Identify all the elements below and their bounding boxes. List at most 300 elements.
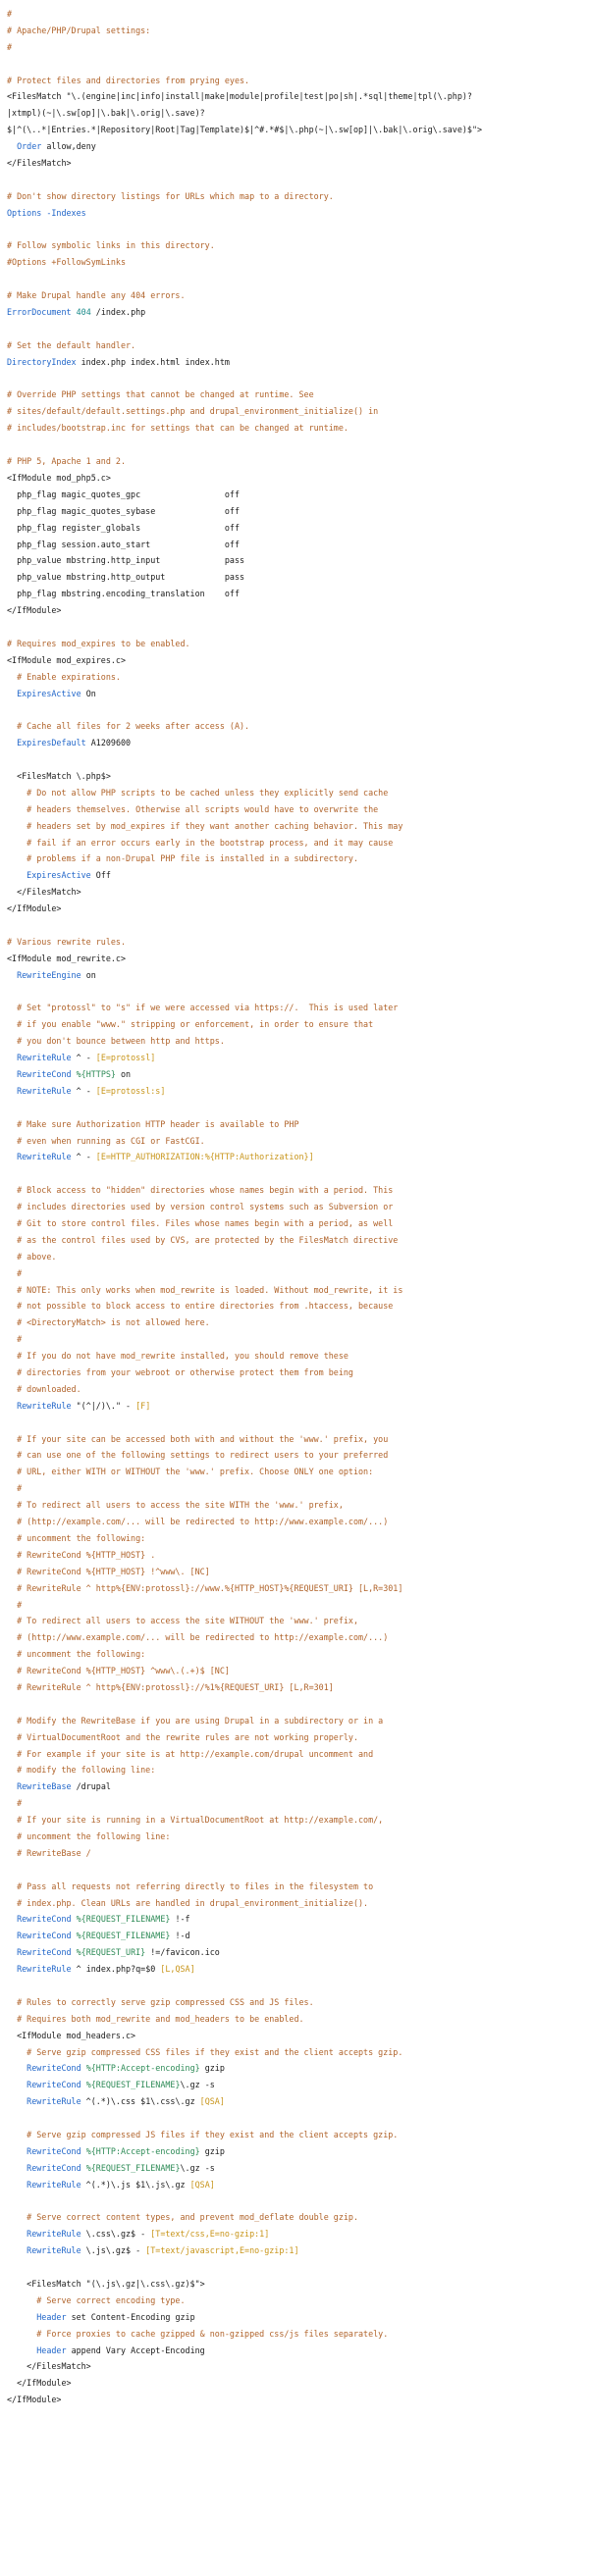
code-token-flag: [QSA]: [199, 2096, 225, 2107]
code-line: [7, 304, 589, 321]
code-line: [7, 2044, 589, 2061]
code-token-comment: # you don't bounce between http and https.: [7, 1036, 225, 1047]
code-line: [7, 1713, 589, 1729]
code-token-comment: # headers themselves. Otherwise all scripts would have to overwrite the: [7, 803, 379, 814]
code-line: [7, 1100, 589, 1116]
code-token-comment: # if you enable "www." stripping or enforcement, in order to ensure that: [7, 1019, 374, 1030]
code-line: [7, 73, 589, 89]
code-line: [7, 1033, 589, 1050]
code-line: [7, 1480, 589, 1497]
code-line: [7, 901, 589, 917]
code-line: [7, 386, 589, 403]
code-token-comment: # Follow symbolic links in this directory.: [7, 240, 215, 251]
code-line: [7, 122, 589, 138]
code-token-directive: RewriteCond: [27, 2162, 81, 2173]
code-token-comment: # Git to store control files. Files whose names begin with a period, as well: [7, 1218, 394, 1229]
code-line: [7, 1944, 589, 1961]
code-token-plain: on: [80, 969, 96, 980]
code-line: [7, 884, 589, 901]
code-line: [7, 751, 589, 768]
code-line: [7, 1994, 589, 2011]
code-token-directive: RewriteRule: [17, 1053, 72, 1063]
code-token-plain: [7, 1914, 17, 1924]
code-line: [7, 2358, 589, 2375]
code-token-flag: [F]: [135, 1400, 151, 1411]
code-line: [7, 1812, 589, 1829]
code-line: [7, 1646, 589, 1663]
code-line: [7, 205, 589, 222]
code-line: [7, 1597, 589, 1614]
code-token-plain: [7, 2245, 27, 2255]
code-line: [7, 1961, 589, 1978]
code-token-comment: # Make Drupal handle any 404 errors.: [7, 290, 186, 301]
code-token-comment: # RewriteCond %{HTTP_HOST} .: [7, 1549, 156, 1560]
code-line: [7, 237, 589, 254]
code-token-tag: </FilesMatch>: [7, 887, 81, 898]
code-token-tag: </IfModule>: [7, 2395, 62, 2405]
code-line: [7, 1497, 589, 1514]
code-line: [7, 951, 589, 967]
code-token-directive: RewriteRule: [17, 1400, 72, 1411]
code-token-plain: php_flag session.auto_start off: [7, 539, 240, 549]
code-line: [7, 2177, 589, 2193]
code-line: [7, 1215, 589, 1232]
code-line: [7, 39, 589, 56]
code-token-comment: # Block access to "hidden" directories whose names begin with a period. This: [7, 1185, 394, 1196]
code-token-plain: [7, 2146, 27, 2156]
code-line: [7, 1928, 589, 1944]
code-line: [7, 2077, 589, 2093]
code-token-flag: [E=HTTP_AUTHORIZATION:%{HTTP:Authorization}]: [95, 1152, 314, 1162]
code-token-comment: # as the control files used by CVS, are protected by the FilesMatch directive: [7, 1234, 399, 1245]
code-line: [7, 1381, 589, 1398]
code-token-comment: # URL, either WITH or WITHOUT the 'www.' prefix. Choose ONLY one option:: [7, 1467, 374, 1477]
code-token-tag: <IfModule mod_headers.c>: [7, 2030, 136, 2040]
code-token-comment: # modify the following line:: [7, 1765, 156, 1776]
code-token-directive: RewriteCond: [17, 1947, 72, 1958]
code-line: [7, 1298, 589, 1314]
code-token-comment: #: [7, 1267, 23, 1278]
code-token-comment: # RewriteBase /: [7, 1847, 91, 1858]
code-token-flag: [T=text/css,E=no-gzip:1]: [150, 2229, 270, 2240]
code-line: [7, 801, 589, 818]
code-line: [7, 487, 589, 503]
code-line: [7, 669, 589, 686]
code-line: [7, 1629, 589, 1646]
code-token-comment: # Requires mod_expires to be enabled.: [7, 638, 190, 648]
code-line: [7, 2209, 589, 2226]
code-line: [7, 1547, 589, 1564]
code-token-directive: RewriteRule: [27, 2179, 81, 2190]
code-line: [7, 520, 589, 537]
code-token-plain: [7, 1086, 17, 1096]
code-token-tag: </IfModule>: [7, 903, 62, 914]
code-token-plain: on: [115, 1069, 132, 1079]
code-token-comment: # (http://example.com/... will be redirected to http://www.example.com/...): [7, 1517, 389, 1527]
code-line: [7, 2143, 589, 2160]
code-line: [7, 1978, 589, 1994]
code-token-plain: [7, 738, 17, 747]
code-line: [7, 321, 589, 337]
code-line: [7, 371, 589, 387]
code-token-plain: \.css\.gz$ -: [80, 2229, 151, 2240]
code-line: [7, 2392, 589, 2408]
code-token-comment: # Serve correct encoding type.: [7, 2294, 186, 2305]
code-token-plain: ^ index.php?q=$0: [71, 1964, 161, 1975]
code-token-directive: RewriteEngine: [17, 969, 81, 980]
code-token-plain: [7, 1053, 17, 1062]
code-token-plain: php_flag magic_quotes_sybase off: [7, 505, 240, 516]
code-token-plain: \.gz -s: [180, 2080, 215, 2090]
code-token-directive: RewriteCond: [27, 2063, 81, 2074]
code-token-comment: # RewriteRule ^ http%{ENV:protossl}://%1%{REQUEST_URI} [L,R=301]: [7, 1681, 334, 1692]
code-token-comment: # includes/bootstrap.inc for settings that can be changed at runtime.: [7, 423, 348, 434]
code-token-comment: # Do not allow PHP scripts to be cached unless they explicitly send cache: [7, 787, 389, 798]
code-token-directive: Options: [7, 207, 42, 218]
code-token-comment: # If your site is running in a VirtualDocumentRoot at http://example.com/,: [7, 1815, 384, 1826]
code-token-plain: ^(.*)\.css $1\.css\.gz: [80, 2096, 200, 2107]
code-token-comment: # Apache/PHP/Drupal settings:: [7, 25, 151, 35]
code-line: [7, 1016, 589, 1033]
code-line: [7, 2060, 589, 2077]
code-line: [7, 1415, 589, 1431]
code-line: [7, 2259, 589, 2276]
code-line: [7, 1000, 589, 1016]
code-token-comment: # not possible to block access to entire directories from .htaccess, because: [7, 1301, 394, 1312]
code-token-flag: [L,QSA]: [160, 1964, 195, 1975]
code-token-flag: [E=protossl]: [95, 1053, 156, 1063]
code-token-comment: # Enable expirations.: [7, 671, 121, 682]
code-line: [7, 569, 589, 586]
code-token-tag: <FilesMatch "(\.js\.gz|\.css\.gz)$">: [7, 2279, 205, 2290]
code-token-comment: # uncomment the following:: [7, 1532, 146, 1543]
code-token-plain: [7, 1069, 17, 1079]
code-token-comment: # Override PHP settings that cannot be changed at runtime. See: [7, 389, 314, 400]
code-token-comment: # If your site can be accessed both with and without the 'www.' prefix, you: [7, 1433, 389, 1444]
code-token-var: %{HTTP:Accept-encoding}: [85, 2063, 200, 2074]
code-line: [7, 984, 589, 1001]
code-line: [7, 1282, 589, 1299]
code-token-plain: [7, 2180, 27, 2190]
code-line: [7, 188, 589, 205]
code-line: [7, 2309, 589, 2326]
code-token-plain: !-f: [170, 1914, 190, 1925]
code-token-var: %{HTTP:Accept-encoding}: [85, 2145, 200, 2156]
code-token-comment: # includes directories used by version control systems such as Subversion or: [7, 1202, 394, 1212]
code-token-comment: # directories from your webroot or otherwise protect them from being: [7, 1367, 353, 1378]
code-token-directive: RewriteRule: [27, 2229, 81, 2240]
code-token-tag: </FilesMatch>: [7, 158, 72, 169]
code-line: [7, 2193, 589, 2210]
code-line: [7, 2326, 589, 2343]
code-line: [7, 2293, 589, 2309]
code-token-plain: ^ -: [71, 1053, 96, 1063]
code-token-number: 404: [76, 307, 91, 318]
code-token-comment: # Protect files and directories from prying eyes.: [7, 75, 250, 85]
code-token-plain: allow,deny: [41, 141, 96, 152]
code-token-comment: #: [7, 1599, 23, 1610]
code-token-plain: [7, 1781, 17, 1791]
code-token-comment: #: [7, 9, 13, 19]
code-line: [7, 686, 589, 702]
code-line: [7, 537, 589, 553]
code-token-tag: <IfModule mod_rewrite.c>: [7, 953, 127, 963]
code-token-comment: # RewriteRule ^ http%{ENV:protossl}://www.%{HTTP_HOST}%{REQUEST_URI} [L,R=301]: [7, 1582, 403, 1593]
code-token-directive: RewriteCond: [17, 1069, 72, 1079]
code-token-var: %{REQUEST_FILENAME}: [76, 1914, 171, 1925]
code-line: [7, 1829, 589, 1845]
code-token-plain: \.gz -s: [180, 2162, 215, 2173]
code-token-plain: php_flag register_globals off: [7, 522, 240, 533]
code-token-var: %{REQUEST_URI}: [76, 1947, 146, 1958]
code-line: [7, 56, 589, 73]
code-token-tag: </IfModule>: [7, 605, 62, 616]
code-line: [7, 420, 589, 437]
code-token-tag: <IfModule mod_php5.c>: [7, 472, 111, 483]
code-line: [7, 1911, 589, 1928]
code-token-tag: </IfModule>: [7, 2378, 72, 2389]
code-line: [7, 818, 589, 835]
code-token-plain: ^ -: [71, 1152, 96, 1162]
code-token-plain: On: [80, 688, 96, 698]
code-line: [7, 2028, 589, 2044]
code-token-comment: # downloaded.: [7, 1383, 81, 1394]
code-token-comment: # Pass all requests not referring directly to files in the filesystem to: [7, 1880, 374, 1891]
code-token-plain: [7, 2096, 27, 2106]
code-token-plain: [7, 689, 17, 698]
code-line: [7, 1580, 589, 1597]
code-token-comment: # Various rewrite rules.: [7, 936, 127, 947]
code-line: [7, 1149, 589, 1165]
code-token-var: %{HTTPS}: [76, 1069, 116, 1079]
code-token-comment: # PHP 5, Apache 1 and 2.: [7, 456, 127, 467]
code-line: [7, 1165, 589, 1182]
code-token-comment: # <DirectoryMatch> is not allowed here.: [7, 1317, 210, 1328]
code-line: [7, 2011, 589, 2028]
code-token-var: %{REQUEST_FILENAME}: [85, 2162, 181, 2173]
code-token-comment: # To redirect all users to access the site WITH the 'www.' prefix,: [7, 1500, 344, 1511]
code-token-plain: [7, 1152, 17, 1161]
code-token-plain: php_flag mbstring.encoding_translation off: [7, 589, 240, 599]
code-line: [7, 1862, 589, 1879]
code-token-plain: append Vary Accept-Encoding: [66, 2344, 205, 2355]
code-line: [7, 917, 589, 934]
code-token-plain: ^(.*)\.js $1\.js\.gz: [80, 2179, 190, 2190]
code-token-comment: # above.: [7, 1251, 57, 1262]
code-line: [7, 470, 589, 487]
code-line: [7, 172, 589, 188]
code-token-comment: # uncomment the following:: [7, 1649, 146, 1660]
code-line: [7, 437, 589, 453]
code-token-directive: RewriteRule: [27, 2096, 81, 2107]
code-token-comment: # (http://www.example.com/... will be redirected to http://example.com/...): [7, 1632, 389, 1643]
code-token-comment: # uncomment the following line:: [7, 1830, 171, 1841]
code-line: [7, 88, 589, 105]
code-token-flag: [T=text/javascript,E=no-gzip:1]: [145, 2245, 299, 2256]
code-token-plain: gzip: [199, 2063, 225, 2074]
code-token-comment: # Set "protossl" to "s" if we were accessed via https://. This is used later: [7, 1003, 399, 1013]
code-line: [7, 287, 589, 304]
code-line: [7, 337, 589, 354]
code-line: [7, 2276, 589, 2293]
code-line: [7, 1066, 589, 1083]
code-token-plain: index.php index.html index.htm: [76, 356, 230, 367]
code-token-plain: [7, 1931, 17, 1940]
code-line: [7, 254, 589, 271]
code-token-directive: RewriteCond: [27, 2145, 81, 2156]
code-line: [7, 1762, 589, 1778]
code-token-tag: <FilesMatch "\.(engine|inc|info|install|make|module|profile|test|po|sh|.*sql|theme|tpl(\.php)?: [7, 91, 472, 102]
code-token-comment: # Make sure Authorization HTTP header is available to PHP: [7, 1118, 299, 1129]
code-token-directive: ExpiresDefault: [17, 738, 86, 748]
code-token-comment: #: [7, 1334, 23, 1345]
code-token-comment: # sites/default/default.settings.php and drupal_environment_initialize() in: [7, 406, 379, 417]
code-token-var: %{REQUEST_FILENAME}: [85, 2080, 181, 2090]
code-token-plain: /drupal: [71, 1781, 111, 1792]
code-token-var: %{REQUEST_FILENAME}: [76, 1931, 171, 1941]
code-token-comment: # fail if an error occurs early in the bootstrap process, and it may cause: [7, 837, 394, 848]
code-token-comment: # Cache all files for 2 weeks after access (A).: [7, 721, 250, 732]
code-line: [7, 1564, 589, 1580]
code-token-comment: # even when running as CGI or FastCGI.: [7, 1135, 205, 1146]
code-token-plain: [7, 2063, 27, 2073]
code-token-tag: </FilesMatch>: [7, 2361, 91, 2372]
code-line: [7, 1895, 589, 1912]
code-token-plain: set Content-Encoding gzip: [66, 2311, 195, 2322]
code-token-comment: # Force proxies to cache gzipped & non-gzipped css/js files separately.: [7, 2328, 389, 2339]
code-line: [7, 1795, 589, 1812]
code-line: [7, 1265, 589, 1282]
code-token-directive: Header: [36, 2311, 67, 2322]
code-token-plain: A1209600: [85, 738, 132, 748]
code-line: [7, 735, 589, 751]
code-token-comment: #: [7, 1798, 23, 1809]
code-token-comment: # RewriteCond %{HTTP_HOST} !^www\. [NC]: [7, 1566, 210, 1576]
code-token-directive: RewriteCond: [27, 2080, 81, 2090]
code-line: [7, 1348, 589, 1365]
code-token-plain: !-d: [170, 1931, 190, 1941]
code-line: [7, 1182, 589, 1199]
code-line: [7, 1431, 589, 1448]
code-token-directive: ExpiresActive: [27, 870, 91, 881]
code-token-directive: ExpiresActive: [17, 688, 81, 698]
code-token-comment: # VirtualDocumentRoot and the rewrite rules are not working properly.: [7, 1731, 358, 1742]
code-line: [7, 934, 589, 951]
code-line: [7, 453, 589, 470]
code-token-tag: $|^(\..*|Entries.*|Repository|Root|Tag|Template)$|^#.*#$|\.php(~|\.sw[op]|\.bak|\.orig\.save)$">: [7, 125, 483, 135]
code-token-comment: # Serve gzip compressed JS files if they exist and the client accepts gzip.: [7, 2130, 399, 2139]
code-token-directive: Order: [17, 141, 42, 152]
code-token-comment: # For example if your site is at http://example.com/drupal uncomment and: [7, 1748, 374, 1759]
code-line: [7, 1447, 589, 1464]
code-token-plain: [7, 141, 17, 151]
code-line: [7, 718, 589, 735]
code-token-comment: # Set the default handler.: [7, 339, 136, 350]
code-line: [7, 1116, 589, 1133]
code-token-directive: RewriteRule: [17, 1964, 72, 1975]
code-token-plain: [7, 2229, 27, 2239]
code-line: [7, 552, 589, 569]
code-line: [7, 1845, 589, 1862]
code-token-comment: # Modify the RewriteBase if you are using Drupal in a subdirectory or in a: [7, 1715, 384, 1726]
code-token-plain: [7, 2163, 27, 2173]
code-line: [7, 1679, 589, 1696]
code-line: [7, 867, 589, 884]
code-line: [7, 1199, 589, 1215]
code-token-tag: |xtmpl)(~|\.sw[op]|\.bak|\.orig|\.save)?: [7, 108, 205, 119]
code-line: [7, 6, 589, 23]
code-line: [7, 105, 589, 122]
code-token-plain: ^ -: [71, 1085, 96, 1096]
code-line: [7, 271, 589, 287]
code-line: [7, 619, 589, 636]
code-token-directive: RewriteCond: [17, 1914, 72, 1925]
code-line: [7, 23, 589, 39]
code-token-comment: # can use one of the following settings to redirect users to your preferred: [7, 1450, 389, 1461]
code-token-comment: # Rules to correctly serve gzip compressed CSS and JS files.: [7, 1996, 314, 2007]
code-line: [7, 1729, 589, 1746]
code-token-comment: # RewriteCond %{HTTP_HOST} ^www\.(.+)$ [NC]: [7, 1666, 230, 1676]
code-token-plain: "(^|/)\." -: [71, 1400, 136, 1411]
code-token-comment: #Options +FollowSymLinks: [7, 257, 127, 268]
code-line: [7, 1050, 589, 1066]
code-line: [7, 222, 589, 238]
code-line: [7, 1464, 589, 1480]
code-line: [7, 2226, 589, 2242]
code-token-directive: -Indexes: [46, 207, 86, 218]
code-token-flag: [E=protossl:s]: [95, 1085, 166, 1096]
code-line: [7, 1530, 589, 1547]
code-token-plain: [7, 2345, 36, 2355]
code-line: [7, 1398, 589, 1415]
code-line: [7, 1613, 589, 1629]
code-line: [7, 701, 589, 718]
code-line: [7, 138, 589, 155]
code-token-plain: [7, 870, 27, 880]
code-token-plain: \.js\.gz$ -: [80, 2245, 146, 2256]
code-token-plain: [7, 970, 17, 980]
code-line: [7, 1232, 589, 1249]
code-token-plain: [7, 1401, 17, 1411]
code-token-comment: # To redirect all users to access the site WITHOUT the 'www.' prefix,: [7, 1616, 358, 1626]
code-line: [7, 636, 589, 652]
code-line: [7, 1133, 589, 1150]
code-token-plain: /index.php: [90, 307, 146, 318]
code-token-tag: <FilesMatch \.php$>: [7, 770, 111, 781]
code-token-directive: RewriteRule: [17, 1085, 72, 1096]
code-line: [7, 785, 589, 801]
code-token-comment: # headers set by mod_expires if they want another caching behavior. This may: [7, 820, 403, 831]
code-token-comment: # Requires both mod_rewrite and mod_headers to be enabled.: [7, 2013, 304, 2024]
code-line: [7, 850, 589, 867]
code-line: [7, 835, 589, 851]
code-line: [7, 2242, 589, 2259]
code-line: [7, 652, 589, 669]
code-line: [7, 1778, 589, 1795]
code-token-flag: [QSA]: [189, 2179, 215, 2190]
code-line: [7, 503, 589, 520]
code-line: [7, 1249, 589, 1265]
code-token-plain: gzip: [199, 2145, 225, 2156]
code-line: [7, 2160, 589, 2177]
code-line: [7, 1696, 589, 1713]
code-line: [7, 155, 589, 172]
code-token-directive: RewriteRule: [17, 1152, 72, 1162]
code-line: [7, 1879, 589, 1895]
code-line: [7, 403, 589, 420]
code-token-comment: # Serve correct content types, and prevent mod_deflate double gzip.: [7, 2212, 358, 2223]
code-token-plain: php_flag magic_quotes_gpc off: [7, 489, 240, 499]
